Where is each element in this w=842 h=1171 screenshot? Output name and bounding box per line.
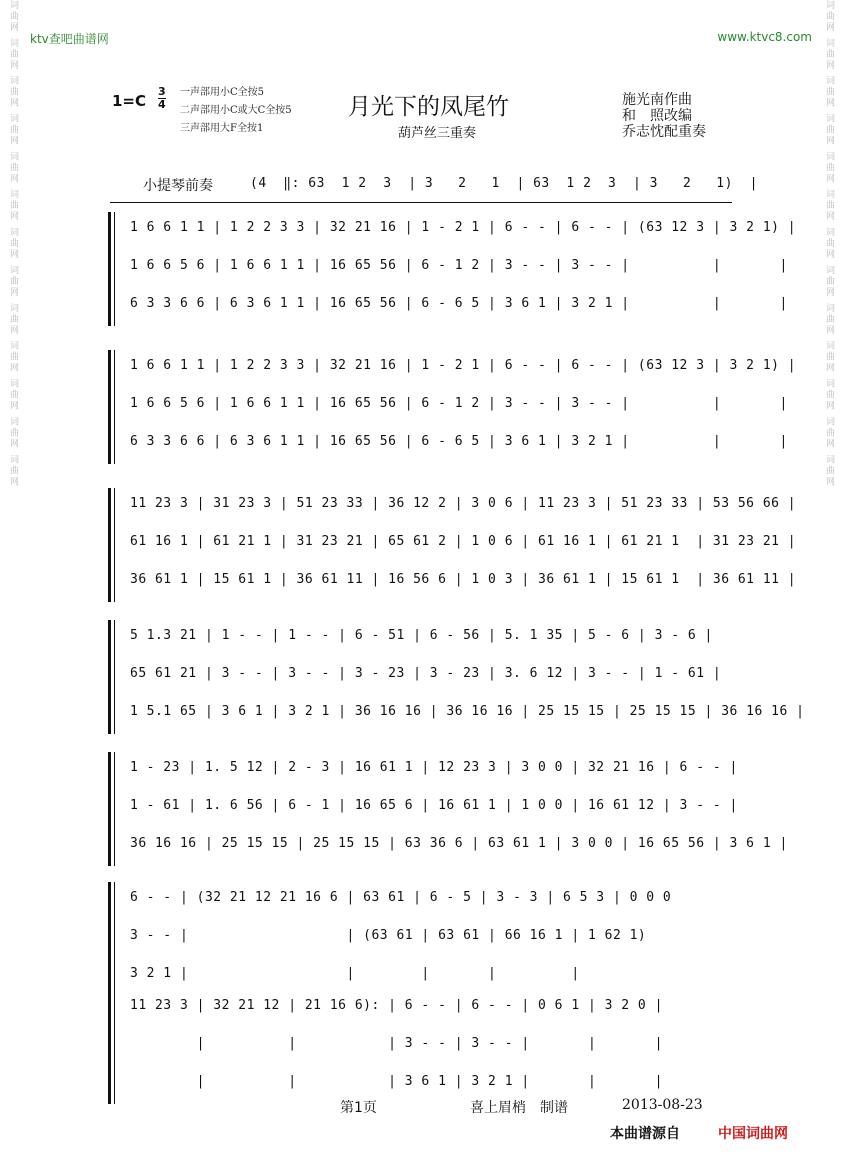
voice-1-row: 11 23 3 | 31 23 3 | 51 23 33 | 36 12 2 | 3 0 6 | 11 23 3 | 51 23 33 | 53 56 66 | (130, 496, 797, 511)
voice-2-row: 1 - 61 | 1. 6 56 | 6 - 1 | 16 65 6 | 16 61 1 | 1 0 0 | 16 61 12 | 3 - - | (130, 798, 738, 813)
voice-1-row: 1 6 6 1 1 | 1 2 2 3 3 | 32 21 16 | 1 - 2 1 | 6 - - | 6 - - | (63 12 3 | 3 2 1) | (130, 358, 797, 373)
transcribe-date: 2013-08-23 (622, 1097, 703, 1113)
voice-1-row: 5 1.3 21 | 1 - - | 1 - - | 6 - 51 | 6 - 56 | 5. 1 35 | 5 - 6 | 3 - 6 | (130, 628, 713, 643)
prelude-divider (110, 202, 732, 203)
source-label: 本曲谱源自 (610, 1126, 680, 1142)
source-name[interactable]: 中国词曲网 (718, 1126, 788, 1142)
system-bracket (108, 212, 115, 326)
voice-3-row: 36 16 16 | 25 15 15 | 25 15 15 | 63 36 6 | 63 61 1 | 3 0 0 | 16 65 56 | 3 6 1 | (130, 836, 788, 851)
voice-2-row: 1 6 6 5 6 | 1 6 6 1 1 | 16 65 56 | 6 - 1 2 | 3 - - | 3 - - | | | (130, 258, 788, 273)
system-bracket (108, 990, 115, 1104)
credit-composer: 施光南作曲 (622, 92, 692, 108)
prelude-label: 小提琴前奏 (143, 178, 213, 194)
credit-ensemble: 乔志忱配重奏 (622, 124, 706, 140)
meter-bottom: 4 (158, 98, 166, 111)
transcriber: 喜上眉梢 制谱 (470, 1100, 568, 1116)
system-bracket (108, 350, 115, 464)
voice-1-row: 11 23 3 | 32 21 12 | 21 16 6): | 6 - - | 6 - - | 0 6 1 | 3 2 0 | (130, 998, 663, 1013)
page-number: 第1页 (340, 1100, 377, 1116)
voice-2-row: 3 - - | | (63 61 | 63 61 | 66 16 1 | 1 62 1) (130, 928, 647, 943)
key-signature: 1=C (112, 92, 147, 110)
meter-top: 3 (158, 85, 166, 98)
voice-1-row: 6 - - | (32 21 12 21 16 6 | 63 61 | 6 - 5 | 3 - 3 | 6 5 3 | 0 0 0 (130, 890, 672, 905)
part-1-instruction: 一声部用小C全按5 (180, 87, 265, 98)
song-subtitle: 葫芦丝三重奏 (398, 126, 477, 141)
watermark-right: 词曲网 词曲网 词曲网 词曲网 词曲网 词曲网 词曲网 词曲网 词曲网 词曲网 词曲网 词曲网 词曲网 (824, 0, 834, 488)
system-bracket (108, 882, 115, 996)
part-2-instruction: 二声部用小C或大C全按5 (180, 105, 292, 116)
credit-arranger: 和 照改编 (622, 108, 692, 124)
part-instructions (180, 84, 292, 138)
voice-1-row: 1 6 6 1 1 | 1 2 2 3 3 | 32 21 16 | 1 - 2 1 | 6 - - | 6 - - | (63 12 3 | 3 2 1) | (130, 220, 797, 235)
voice-3-row: 6 3 3 6 6 | 6 3 6 1 1 | 16 65 56 | 6 - 6 5 | 3 6 1 | 3 2 1 | | | (130, 296, 788, 311)
voice-3-row: 6 3 3 6 6 | 6 3 6 1 1 | 16 65 56 | 6 - 6 5 | 3 6 1 | 3 2 1 | | | (130, 434, 788, 449)
system-bracket (108, 620, 115, 734)
voice-2-row: 65 61 21 | 3 - - | 3 - - | 3 - 23 | 3 - 23 | 3. 6 12 | 3 - - | 1 - 61 | (130, 666, 722, 681)
time-signature (158, 86, 166, 111)
voice-2-row: | | | 3 - - | 3 - - | | | (130, 1036, 663, 1051)
watermark-left: 词曲网 词曲网 词曲网 词曲网 词曲网 词曲网 词曲网 词曲网 词曲网 词曲网 词曲网 词曲网 词曲网 (8, 0, 18, 488)
site-url-right[interactable]: www.ktvc8.com (717, 30, 812, 44)
site-name-left[interactable]: ktv查吧曲谱网 (30, 32, 109, 46)
system-bracket (108, 752, 115, 866)
voice-3-row: | | | 3 6 1 | 3 2 1 | | | (130, 1074, 663, 1089)
voice-3-row: 3 2 1 | | | | | (130, 966, 580, 981)
song-title: 月光下的凤尾竹 (348, 94, 509, 120)
voice-1-row: 1 - 23 | 1. 5 12 | 2 - 3 | 16 61 1 | 12 23 3 | 3 0 0 | 32 21 16 | 6 - - | (130, 760, 738, 775)
prelude-notes: (4 ‖: 63 1 2 3 | 3 2 1 | 63 1 2 3 | 3 2 1) | (250, 176, 758, 191)
credits (622, 92, 706, 140)
system-bracket (108, 488, 115, 602)
voice-2-row: 1 6 6 5 6 | 1 6 6 1 1 | 16 65 56 | 6 - 1 2 | 3 - - | 3 - - | | | (130, 396, 788, 411)
voice-3-row: 36 61 1 | 15 61 1 | 36 61 11 | 16 56 6 | 1 0 3 | 36 61 1 | 15 61 1 | 36 61 11 | (130, 572, 797, 587)
voice-3-row: 1 5.1 65 | 3 6 1 | 3 2 1 | 36 16 16 | 36 16 16 | 25 15 15 | 25 15 15 | 36 16 16 | (130, 704, 805, 719)
voice-2-row: 61 16 1 | 61 21 1 | 31 23 21 | 65 61 2 | 1 0 6 | 61 16 1 | 61 21 1 | 31 23 21 | (130, 534, 797, 549)
part-3-instruction: 三声部用大F全按1 (180, 123, 264, 134)
